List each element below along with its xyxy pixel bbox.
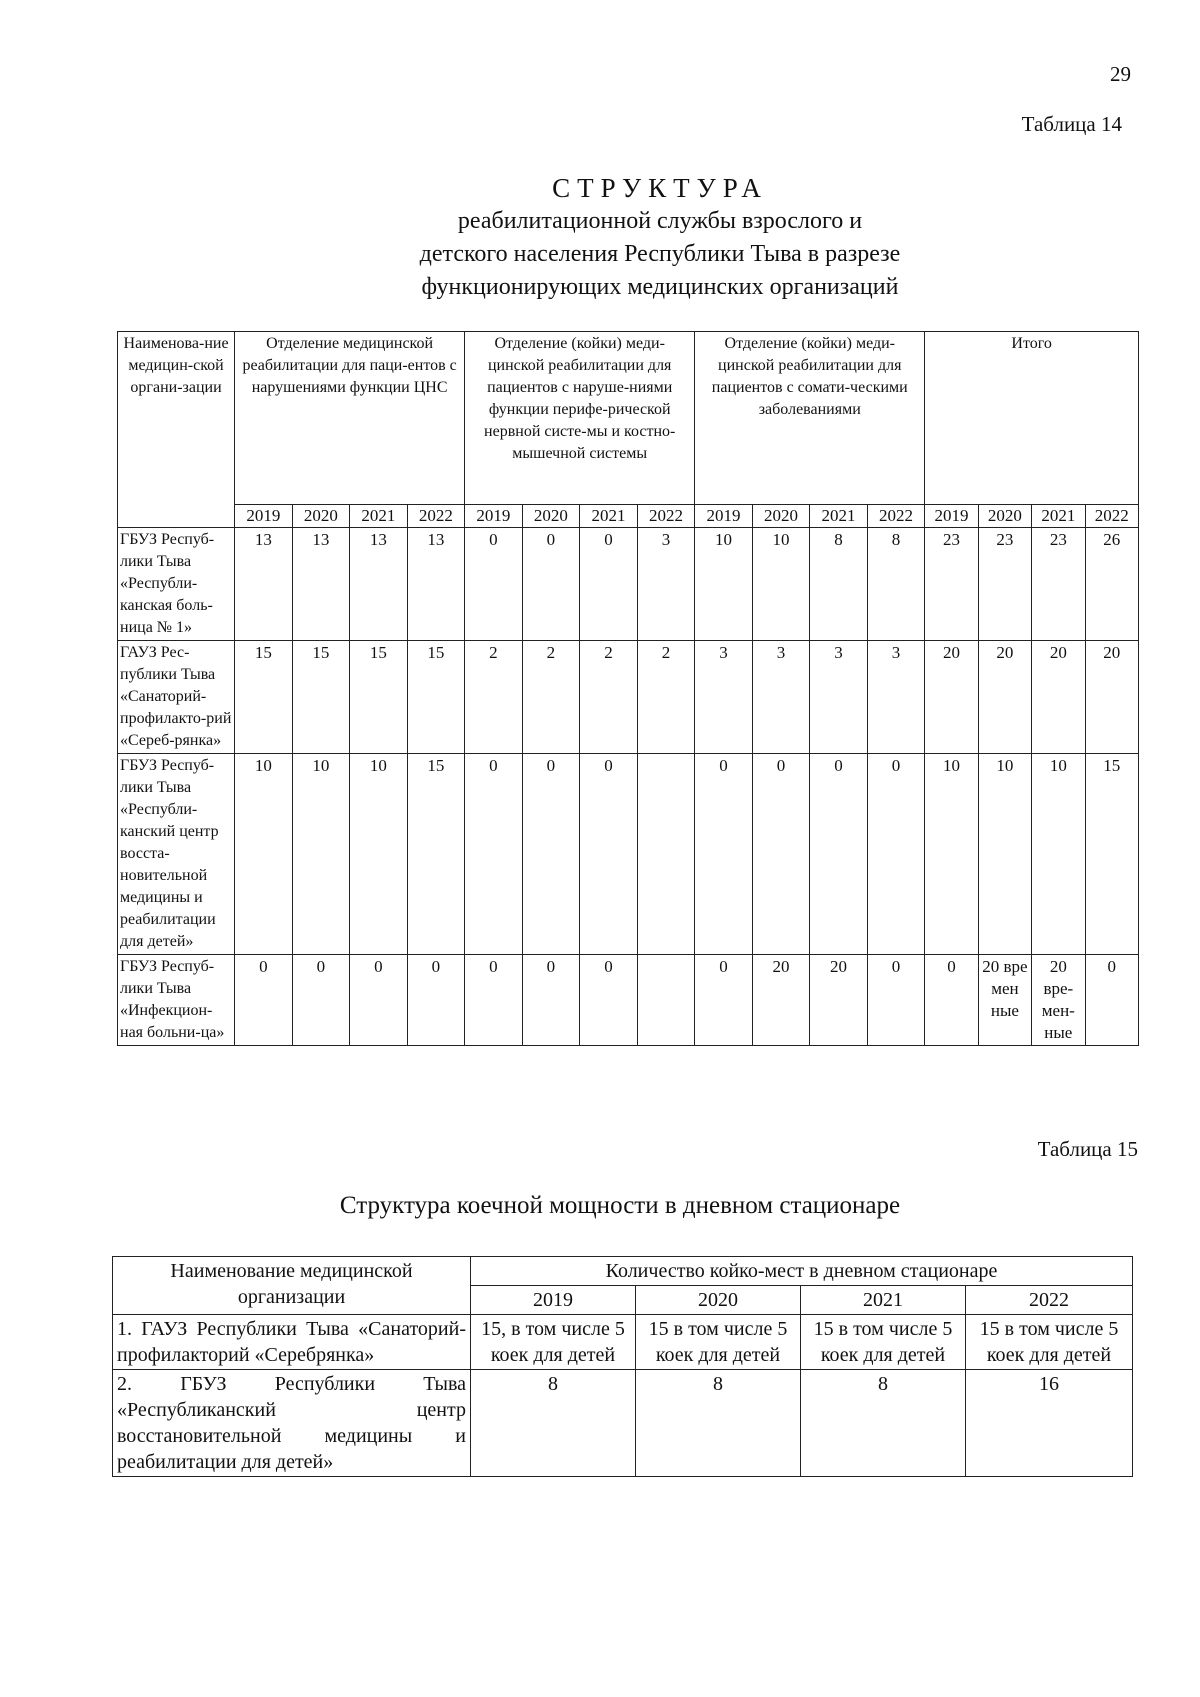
- value-cell: 0: [695, 754, 753, 955]
- value-cell: 3: [810, 641, 868, 754]
- value-cell: 0: [522, 955, 580, 1046]
- year-header: 2019: [471, 1286, 636, 1315]
- value-cell: 0: [1085, 955, 1138, 1046]
- value-cell: 20: [978, 641, 1031, 754]
- value-cell: 0: [465, 955, 523, 1046]
- rehab-structure-table: [117, 331, 1139, 1046]
- peripheral-dept-header: Отделение (койки) меди-цинской реабилитации для пациентов с наруше-ниями функции перифе-рической нервной систе-мы и костно-мышечной системы: [465, 332, 695, 505]
- value-cell: 3: [695, 641, 753, 754]
- year-header: 2019: [235, 505, 293, 528]
- years-row: [118, 505, 1139, 528]
- value-cell: 15 в том числе 5 коек для детей: [966, 1315, 1133, 1370]
- value-cell: 10: [350, 754, 408, 955]
- value-cell: 20: [810, 955, 868, 1046]
- year-header: 2019: [925, 505, 978, 528]
- value-cell: 0: [580, 754, 638, 955]
- table-row: [118, 754, 1139, 955]
- value-cell: 10: [695, 528, 753, 641]
- org-name-cell: ГАУЗ Рес-публики Тыва «Санаторий-профилакто-рий «Сереб-рянка»: [118, 641, 235, 754]
- year-header: 2021: [810, 505, 868, 528]
- year-header: 2020: [636, 1286, 801, 1315]
- value-cell: 10: [978, 754, 1031, 955]
- value-cell: 15: [292, 641, 350, 754]
- value-cell: 2: [637, 641, 695, 754]
- value-cell: 2: [580, 641, 638, 754]
- value-cell: [637, 754, 695, 955]
- value-cell: 23: [978, 528, 1031, 641]
- value-cell: 8: [471, 1370, 636, 1477]
- value-cell: 0: [810, 754, 868, 955]
- value-cell: 20 вре-мен-ные: [1032, 955, 1085, 1046]
- value-cell: 3: [752, 641, 810, 754]
- page-number: 29: [1110, 62, 1131, 86]
- value-cell: 0: [465, 754, 523, 955]
- title-line: детского населения Республики Тыва в разрезе: [419, 241, 901, 267]
- year-header: 2022: [637, 505, 695, 528]
- year-header: 2020: [292, 505, 350, 528]
- title-line: реабилитационной службы взрослого и: [457, 208, 863, 234]
- value-cell: 0: [522, 754, 580, 955]
- value-cell: 0: [925, 955, 978, 1046]
- year-header: 2021: [350, 505, 408, 528]
- beds-count-header: Количество койко-мест в дневном стационаре: [471, 1257, 1133, 1286]
- year-header: 2021: [801, 1286, 966, 1315]
- org-column-header: Наименование медицинской организации: [113, 1257, 471, 1315]
- value-cell: 3: [637, 528, 695, 641]
- value-cell: 15: [407, 641, 465, 754]
- value-cell: 15: [407, 754, 465, 955]
- year-header: 2019: [695, 505, 753, 528]
- value-cell: 8: [801, 1370, 966, 1477]
- value-cell: 0: [292, 955, 350, 1046]
- year-header: 2022: [1085, 505, 1138, 528]
- value-cell: 0: [350, 955, 408, 1046]
- table-row: [118, 528, 1139, 641]
- value-cell: 20: [1032, 641, 1085, 754]
- org-name-cell: 1. ГАУЗ Республики Тыва «Санаторий-профилакторий «Серебрянка»: [113, 1315, 471, 1370]
- org-column-header: Наименова-ние медицин-ской органи-зации: [118, 332, 235, 528]
- table-14-title: [0, 172, 1200, 304]
- year-header: 2021: [580, 505, 638, 528]
- value-cell: 0: [695, 955, 753, 1046]
- value-cell: 15: [1085, 754, 1138, 955]
- table-15-title: Структура коечной мощности в дневном стационаре: [339, 1192, 901, 1219]
- value-cell: 0: [867, 754, 925, 955]
- table-row: [113, 1370, 1133, 1477]
- year-header: 2020: [978, 505, 1031, 528]
- cns-dept-header: Отделение медицинской реабилитации для паци-ентов с нарушениями функции ЦНС: [235, 332, 465, 505]
- org-name-cell: ГБУЗ Респуб-лики Тыва «Республи-канский центр восста-новительной медицины и реабилитации для детей»: [118, 754, 235, 955]
- value-cell: 8: [810, 528, 868, 641]
- value-cell: 15 в том числе 5 коек для детей: [801, 1315, 966, 1370]
- value-cell: 15, в том числе 5 коек для детей: [471, 1315, 636, 1370]
- value-cell: 10: [925, 754, 978, 955]
- value-cell: 10: [752, 528, 810, 641]
- value-cell: 0: [407, 955, 465, 1046]
- value-cell: 16: [966, 1370, 1133, 1477]
- value-cell: 13: [292, 528, 350, 641]
- table-row: [113, 1315, 1133, 1370]
- value-cell: 0: [235, 955, 293, 1046]
- value-cell: 2: [465, 641, 523, 754]
- value-cell: 13: [235, 528, 293, 641]
- org-name-cell: ГБУЗ Респуб-лики Тыва «Инфекцион-ная больни-ца»: [118, 955, 235, 1046]
- value-cell: 23: [925, 528, 978, 641]
- value-cell: 0: [752, 754, 810, 955]
- value-cell: 8: [867, 528, 925, 641]
- value-cell: 15 в том числе 5 коек для детей: [636, 1315, 801, 1370]
- value-cell: 20 вре мен ные: [978, 955, 1031, 1046]
- value-cell: 10: [292, 754, 350, 955]
- table-14-label: Таблица 14: [1021, 112, 1122, 136]
- table-row: [118, 641, 1139, 754]
- value-cell: 0: [867, 955, 925, 1046]
- value-cell: 26: [1085, 528, 1138, 641]
- table-15-label: Таблица 15: [1037, 1137, 1138, 1161]
- title-heading: СТРУКТУРА: [552, 173, 768, 203]
- value-cell: 20: [752, 955, 810, 1046]
- year-header: 2022: [966, 1286, 1133, 1315]
- value-cell: 10: [1032, 754, 1085, 955]
- year-header: 2020: [522, 505, 580, 528]
- value-cell: 0: [465, 528, 523, 641]
- year-header: 2021: [1032, 505, 1085, 528]
- value-cell: 13: [407, 528, 465, 641]
- value-cell: 20: [1085, 641, 1138, 754]
- value-cell: 13: [350, 528, 408, 641]
- value-cell: 20: [925, 641, 978, 754]
- year-header: 2019: [465, 505, 523, 528]
- value-cell: 0: [580, 528, 638, 641]
- value-cell: 10: [235, 754, 293, 955]
- org-name-cell: 2. ГБУЗ Республики Тыва «Республиканский центр восстановительной медицины и реабилитации для детей»: [113, 1370, 471, 1477]
- value-cell: 23: [1032, 528, 1085, 641]
- value-cell: 2: [522, 641, 580, 754]
- value-cell: 15: [350, 641, 408, 754]
- total-header: Итого: [925, 332, 1139, 505]
- value-cell: 0: [522, 528, 580, 641]
- year-header: 2022: [867, 505, 925, 528]
- title-line: функционирующих медицинских организаций: [421, 274, 899, 300]
- somatic-dept-header: Отделение (койки) меди-цинской реабилитации для пациентов с сомати-ческими заболеваниями: [695, 332, 925, 505]
- value-cell: 8: [636, 1370, 801, 1477]
- value-cell: [637, 955, 695, 1046]
- org-name-cell: ГБУЗ Респуб-лики Тыва «Республи-канская боль-ница № 1»: [118, 528, 235, 641]
- year-header: 2020: [752, 505, 810, 528]
- value-cell: 15: [235, 641, 293, 754]
- year-header: 2022: [407, 505, 465, 528]
- value-cell: 0: [580, 955, 638, 1046]
- day-hospital-table: [112, 1256, 1133, 1477]
- value-cell: 3: [867, 641, 925, 754]
- table-row: [118, 955, 1139, 1046]
